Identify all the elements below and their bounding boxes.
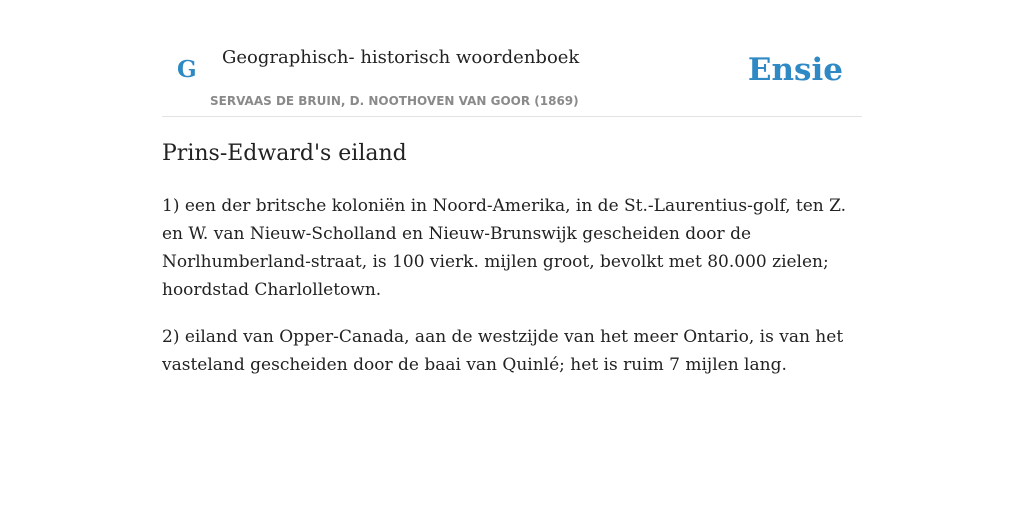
entry-content (162, 138, 862, 379)
book-title-link[interactable]: Geographisch- historisch woordenboek (222, 47, 580, 68)
book-logo-letter[interactable]: G (177, 56, 197, 83)
book-authors: SERVAAS DE BRUIN, D. NOOTHOVEN VAN GOOR (1869) (210, 94, 579, 108)
ensie-logo-link[interactable]: Ensie (747, 52, 843, 88)
entry-paragraph: 2) eiland van Opper-Canada, aan de westzijde van het meer Ontario, is van het vasteland gescheiden door de baai van Quinlé; het is ruim 7 mijlen lang. (162, 327, 844, 375)
entry-title: Prins-Edward's eiland (162, 141, 407, 166)
entry-paragraph: 1) een der britsche koloniën in Noord-Amerika, in de St.-Laurentius-golf, ten Z. en W. van Nieuw-Scholland en Nieuw-Brunswijk gescheiden door de Norlhumberland-straat, is 100 vierk. mijlen groot, bevolkt met 80.000 zielen; hoordstad Charlolletown. (162, 196, 847, 300)
book-header (162, 0, 862, 117)
